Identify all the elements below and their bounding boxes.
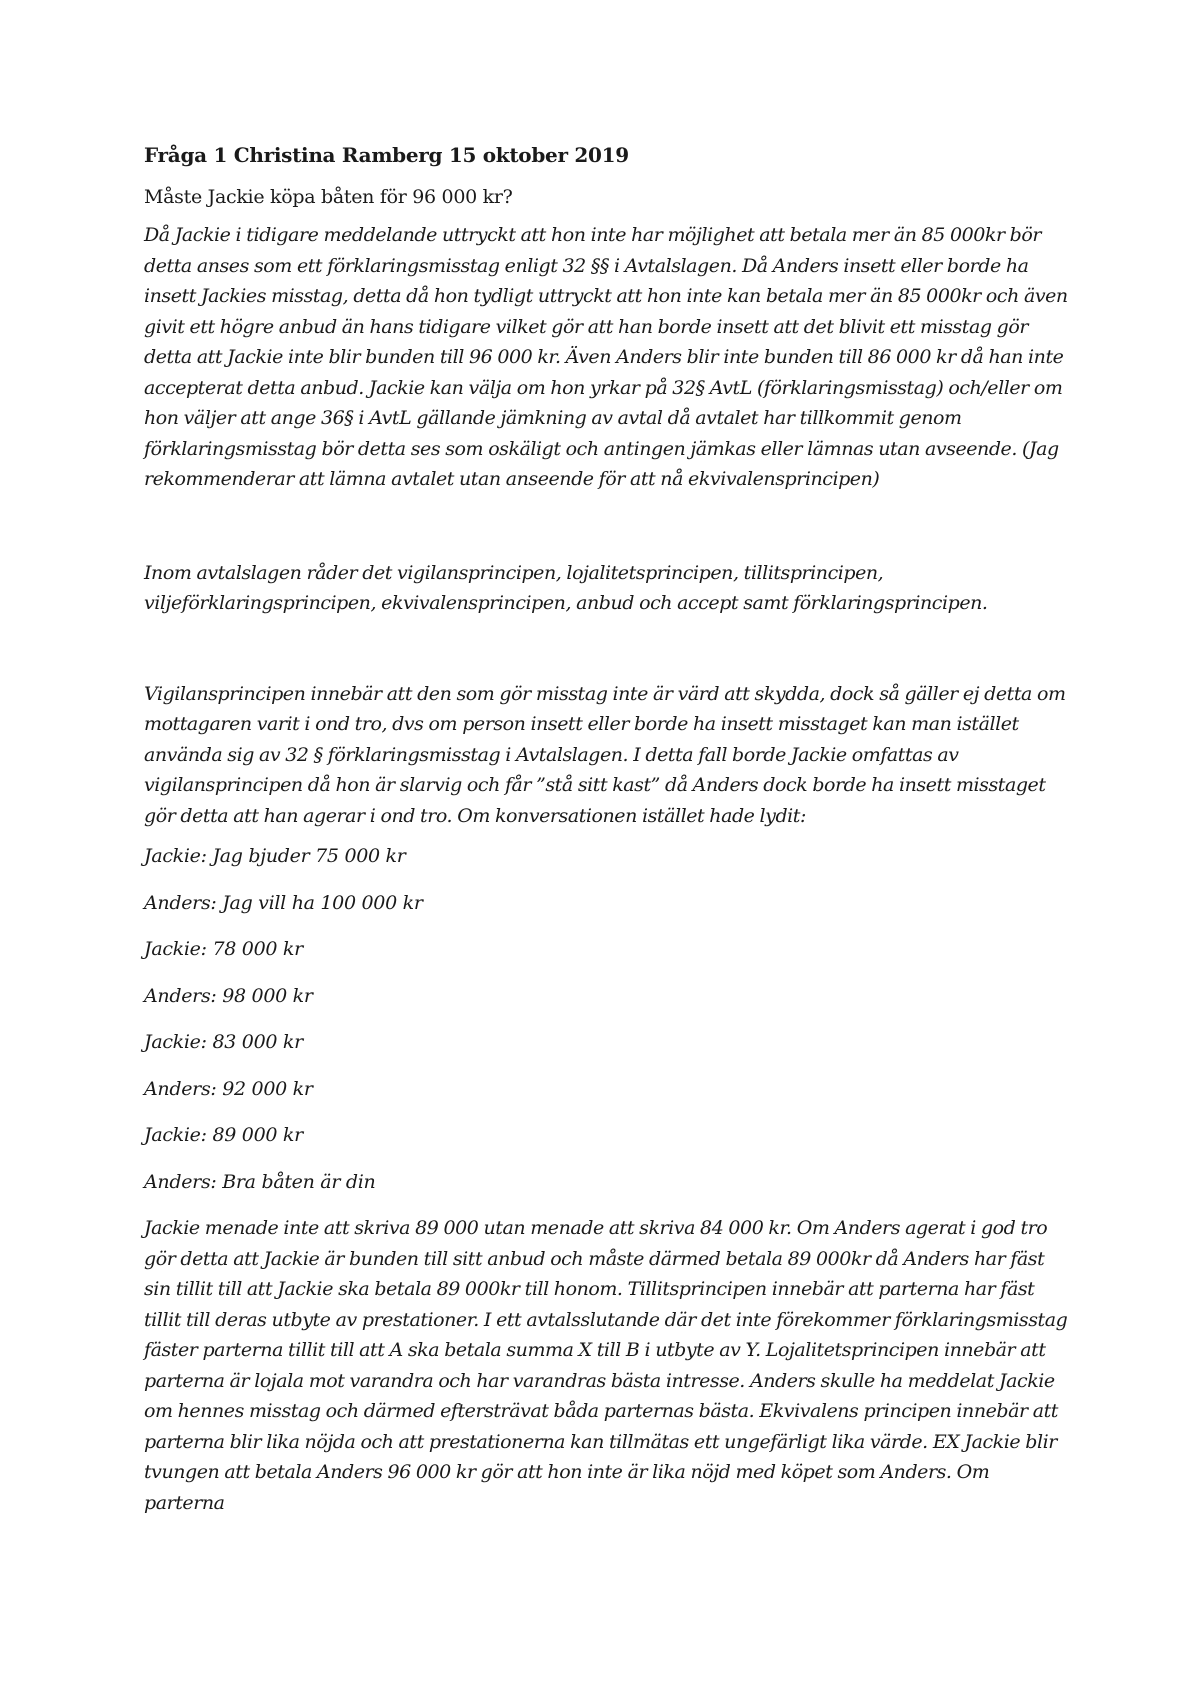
question-text: Måste Jackie köpa båten för 96 000 kr?	[144, 186, 513, 208]
dialogue-line: Anders: Bra båten är din	[144, 1170, 376, 1193]
dialogue-line: Jackie: 83 000 kr	[144, 1031, 303, 1053]
dialogue-line: Anders: 98 000 kr	[144, 984, 313, 1007]
document-body	[144, 142, 1069, 1528]
dialogue-line: Jackie: Jag bjuder 75 000 kr	[144, 845, 406, 867]
dialogue-line: Jackie: 78 000 kr	[144, 938, 303, 960]
dialogue-line: Anders: 92 000 kr	[144, 1077, 313, 1100]
principles-paragraph: Inom avtalslagen råder det vigilansprincipen, lojalitetsprincipen, tillitsprincipen, viljeförklaringsprincipen, ekvivalensprincipen, anbud och accept samt förklaringsprincipen.	[144, 561, 988, 614]
dialogue-line: Jackie: 89 000 kr	[144, 1124, 303, 1146]
dialogue-line: Anders: Jag vill ha 100 000 kr	[144, 891, 423, 914]
document-title: Fråga 1 Christina Ramberg 15 oktober 2019	[144, 143, 629, 167]
vigilance-paragraph: Vigilansprincipen innebär att den som gör misstag inte är värd att skydda, dock så gäller ej detta om mottagaren varit i ond tro, dvs om person insett eller borde ha insett misstaget kan man istället använda sig av 32 § förklaringsmisstag i Avtalslagen. I detta fall borde Jackie omfattas av vigilansprincipen då hon är slarvig och får ”stå sitt kast” då Anders dock borde ha insett misstaget gör detta att han agerar i ond tro. Om konversationen istället hade lydit:	[144, 682, 1066, 827]
dialogue-list	[144, 841, 1069, 1213]
closing-paragraph: Jackie menade inte att skriva 89 000 utan menade att skriva 84 000 kr. Om Anders agerat i god tro gör detta att Jackie är bunden till sitt anbud och måste därmed betala 89 000kr då Anders har fäst sin tillit till att Jackie ska betala 89 000kr till honom. Tillitsprincipen innebär att parterna har fäst tillit till deras utbyte av prestationer. I ett avtalsslutande där det inte förekommer förklaringsmisstag fäster parterna tillit till att A ska betala summa X till B i utbyte av Y. Lojalitetsprincipen innebär att parterna är lojala mot varandra och har varandras bästa intresse. Anders skulle ha meddelat Jackie om hennes misstag och därmed eftersträvat båda parternas bästa. Ekvivalens principen innebär att parterna blir lika nöjda och att prestationerna kan tillmätas ett ungefärligt lika värde. EX Jackie blir tvungen att betala Anders 96 000 kr gör att hon inte är lika nöjd med köpet som Anders. Om parterna	[144, 1217, 1068, 1514]
answer-paragraph: Då Jackie i tidigare meddelande uttryckt att hon inte har möjlighet att betala mer än 85 000kr bör detta anses som ett förklaringsmisstag enligt 32 §§ i Avtalslagen. Då Anders insett eller borde ha insett Jackies misstag, detta då hon tydligt uttryckt att hon inte kan betala mer än 85 000kr och även givit ett högre anbud än hans tidigare vilket gör att han borde insett att det blivit ett misstag gör detta att Jackie inte blir bunden till 96 000 kr. Även Anders blir inte bunden till 86 000 kr då han inte accepterat detta anbud. Jackie kan välja om hon yrkar på 32§ AvtL (förklaringsmisstag) och/eller om hon väljer att ange 36§ i AvtL gällande jämkning av avtal då avtalet har tillkommit genom förklaringsmisstag bör detta ses som oskäligt och antingen jämkas eller lämnas utan avseende. (Jag rekommenderar att lämna avtalet utan anseende för att nå ekvivalensprincipen)	[144, 224, 1068, 490]
